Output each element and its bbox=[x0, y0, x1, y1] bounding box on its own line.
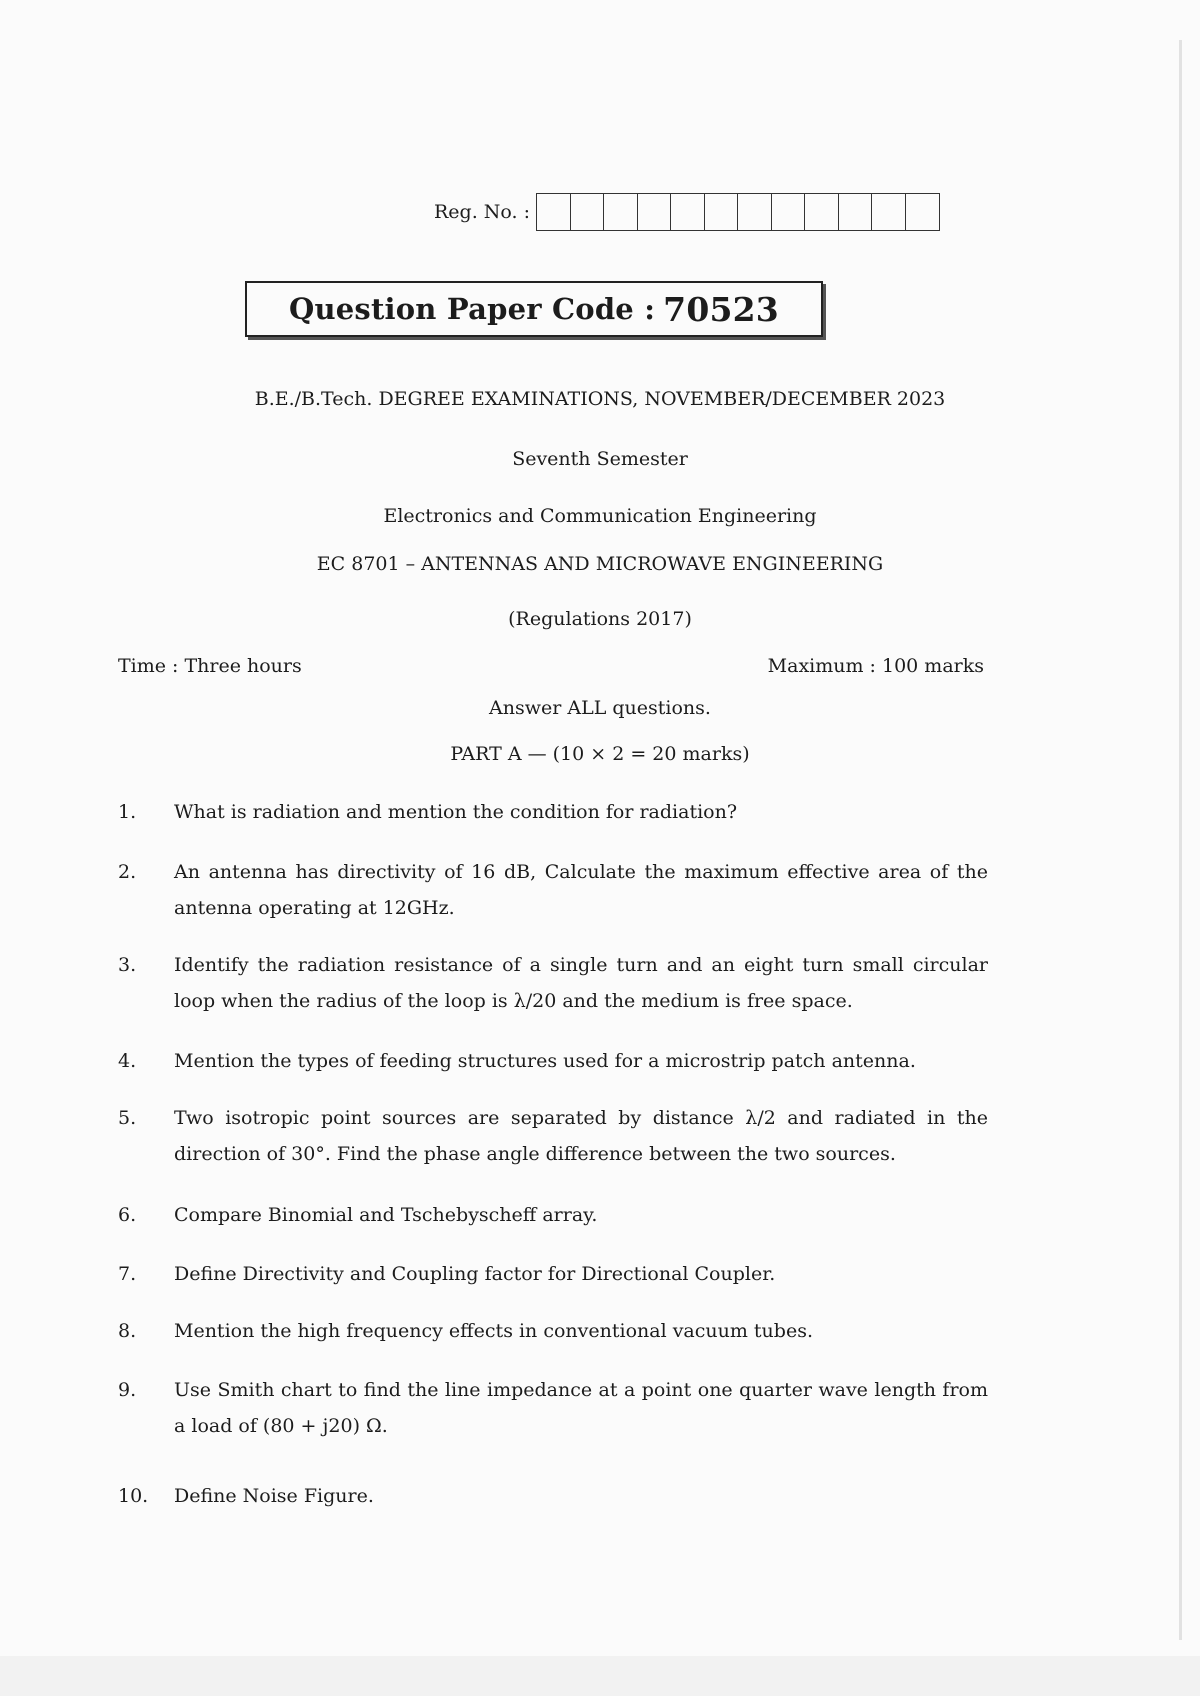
question-text: Define Directivity and Coupling factor for Directional Coupler. bbox=[174, 1263, 776, 1285]
question-number: 5. bbox=[118, 1107, 137, 1129]
reg-no-label: Reg. No. : bbox=[434, 201, 531, 223]
question-number: 10. bbox=[118, 1485, 149, 1507]
regulations: (Regulations 2017) bbox=[508, 608, 692, 630]
question-paper-code-box bbox=[245, 281, 823, 337]
question-text: An antenna has directivity of 16 dB, Calculate the maximum effective area of the antenna operating at 12GHz. bbox=[174, 861, 988, 919]
question-text: What is radiation and mention the condition for radiation? bbox=[174, 801, 738, 823]
question-number: 2. bbox=[118, 861, 137, 883]
question-number: 7. bbox=[118, 1263, 137, 1285]
question-text: Use Smith chart to find the line impedance at a point one quarter wave length from a load of (80 + j20) Ω. bbox=[174, 1379, 988, 1437]
reg-no-box bbox=[571, 194, 605, 230]
reg-no-box bbox=[604, 194, 638, 230]
question-item bbox=[118, 1372, 988, 1444]
reg-no-box bbox=[906, 194, 940, 230]
question-text: Two isotropic point sources are separated by distance λ/2 and radiated in the direction of 30°. Find the phase angle difference between the two sources. bbox=[174, 1107, 988, 1165]
question-text: Identify the radiation resistance of a single turn and an eight turn small circular loop when the radius of the loop is λ/20 and the medium is free space. bbox=[174, 954, 988, 1012]
instruction: Answer ALL questions. bbox=[489, 697, 711, 719]
page-edge-shadow bbox=[1179, 40, 1182, 1640]
question-item bbox=[118, 1100, 988, 1172]
question-number: 8. bbox=[118, 1320, 137, 1342]
page-bottom-strip bbox=[0, 1656, 1200, 1696]
question-number: 1. bbox=[118, 801, 137, 823]
semester: Seventh Semester bbox=[512, 448, 688, 470]
question-item bbox=[118, 854, 988, 926]
question-item bbox=[118, 1043, 988, 1079]
reg-no-box bbox=[638, 194, 672, 230]
reg-no-box bbox=[738, 194, 772, 230]
question-item bbox=[118, 1313, 988, 1349]
exam-max-marks: Maximum : 100 marks bbox=[767, 655, 984, 677]
reg-no-box bbox=[671, 194, 705, 230]
question-number: 9. bbox=[118, 1379, 137, 1401]
reg-no-boxes bbox=[536, 193, 940, 231]
reg-no-box bbox=[705, 194, 739, 230]
paper-code-number: 70523 bbox=[663, 289, 779, 329]
degree-line: B.E./B.Tech. DEGREE EXAMINATIONS, NOVEMBER/DECEMBER 2023 bbox=[254, 388, 946, 410]
reg-no-box bbox=[537, 194, 571, 230]
question-number: 6. bbox=[118, 1204, 137, 1226]
question-item bbox=[118, 947, 988, 1019]
part-a-heading: PART A — (10 × 2 = 20 marks) bbox=[450, 743, 750, 765]
question-item bbox=[118, 794, 988, 830]
paper-code-label: Question Paper Code : bbox=[289, 292, 656, 326]
question-item bbox=[118, 1197, 988, 1233]
reg-no-box bbox=[839, 194, 873, 230]
reg-no-box bbox=[772, 194, 806, 230]
exam-time: Time : Three hours bbox=[118, 655, 302, 677]
reg-no-box bbox=[872, 194, 906, 230]
course-title: EC 8701 – ANTENNAS AND MICROWAVE ENGINEERING bbox=[316, 553, 884, 575]
question-text: Mention the high frequency effects in conventional vacuum tubes. bbox=[174, 1320, 813, 1342]
question-text: Mention the types of feeding structures used for a microstrip patch antenna. bbox=[174, 1050, 916, 1072]
time-marks-row bbox=[118, 655, 984, 677]
question-number: 3. bbox=[118, 954, 137, 976]
question-item bbox=[118, 1478, 988, 1514]
question-number: 4. bbox=[118, 1050, 137, 1072]
reg-no-row bbox=[434, 193, 940, 231]
branch: Electronics and Communication Engineering bbox=[383, 505, 817, 527]
question-text: Compare Binomial and Tschebyscheff array. bbox=[174, 1204, 598, 1226]
question-item bbox=[118, 1256, 988, 1292]
reg-no-box bbox=[805, 194, 839, 230]
question-text: Define Noise Figure. bbox=[174, 1485, 374, 1507]
